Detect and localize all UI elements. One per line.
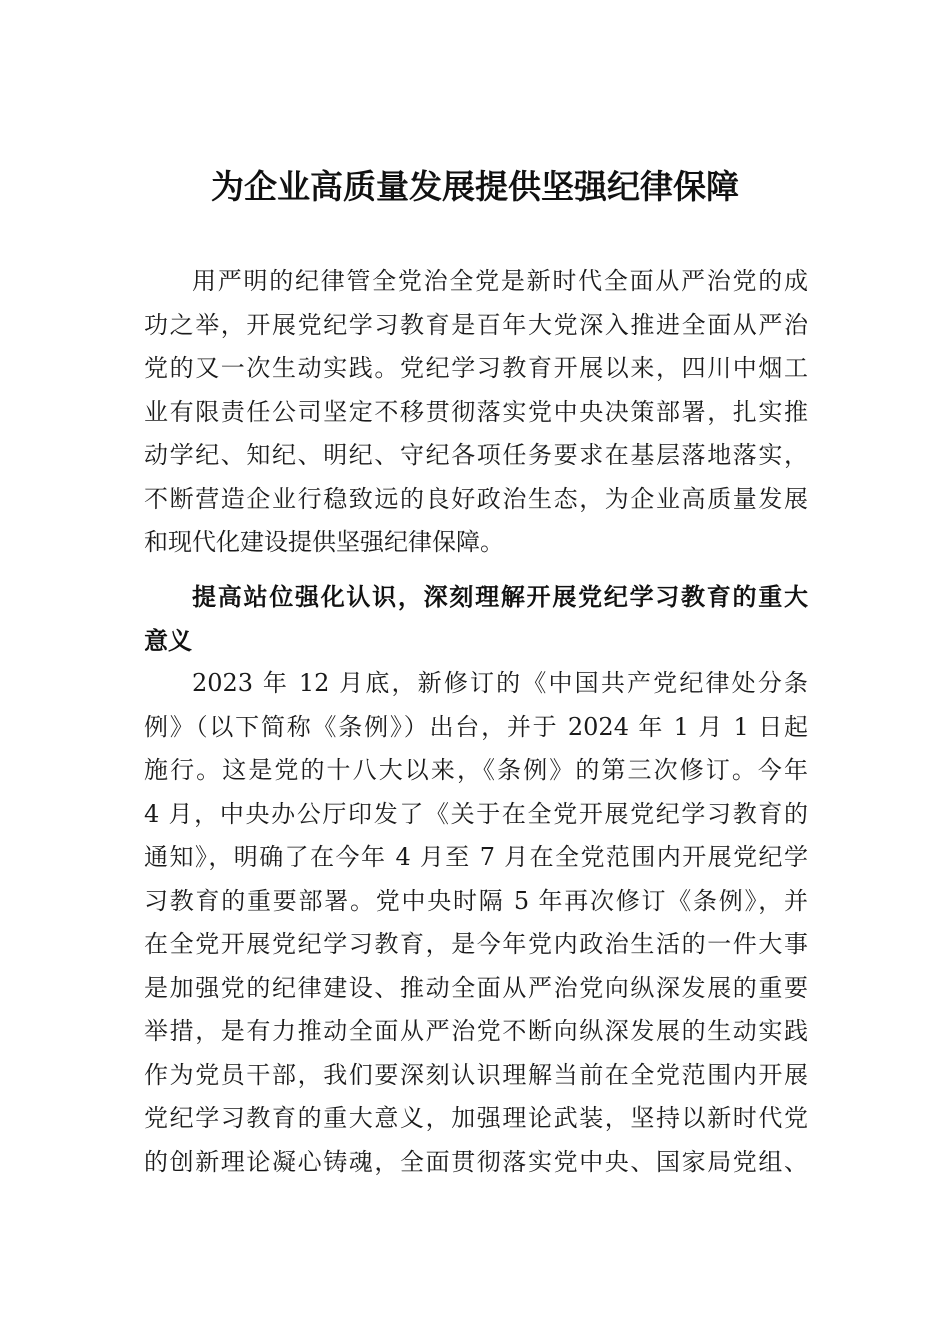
paragraph-line: 不断营造企业行稳致远的良好政治生态，为企业高质量发展: [144, 484, 808, 513]
paragraph-line: 例》（以下简称《条例》）出台，并于 2024 年 1 月 1 日起: [144, 712, 808, 741]
paragraph-line: 动学纪、知纪、明纪、守纪各项任务要求在基层落地落实，: [144, 441, 808, 469]
paragraph-line: 党的又一次生动实践。党纪学习教育开展以来，四川中烟工: [144, 354, 808, 382]
paragraph-line: 2023 年 12 月底，新修订的《中国共产党纪律处分条: [192, 669, 808, 697]
paragraph-line: 用严明的纪律管全党治全党是新时代全面从严治党的成: [192, 267, 808, 295]
paragraph-line: 业有限责任公司坚定不移贯彻落实党中央决策部署，扎实推: [144, 397, 808, 426]
paragraph-line: 举措，是有力推动全面从严治党不断向纵深发展的生动实践: [144, 1017, 808, 1045]
paragraph-intro: [144, 260, 808, 565]
document-title: 为企业高质量发展提供坚强纪律保障: [211, 167, 739, 206]
heading-line: 提高站位强化认识，深刻理解开展党纪学习教育的重大: [192, 583, 808, 611]
paragraph-line: 和现代化建设提供坚强纪律保障。: [144, 528, 504, 556]
heading-line: 意义: [144, 626, 192, 655]
paragraph-line: 习教育的重要部署。党中央时隔 5 年再次修订《条例》，并: [144, 886, 808, 915]
paragraph-line: 功之举，开展党纪学习教育是百年大党深入推进全面从严治: [144, 310, 808, 339]
paragraph-line: 是加强党的纪律建设、推动全面从严治党向纵深发展的重要: [144, 973, 808, 1002]
paragraph-line: 的创新理论凝心铸魂，全面贯彻落实党中央、国家局党组、: [144, 1147, 808, 1176]
paragraph-line: 施行。这是党的十八大以来，《条例》的第三次修订。今年: [144, 756, 808, 784]
paragraph-line: 作为党员干部，我们要深刻认识理解当前在全党范围内开展: [144, 1060, 808, 1089]
paragraph-section1: [144, 662, 808, 1184]
paragraph-line: 通知》，明确了在今年 4 月至 7 月在全党范围内开展党纪学: [144, 843, 808, 871]
paragraph-line: 4 月，中央办公厅印发了《关于在全党开展党纪学习教育的: [144, 799, 808, 828]
paragraph-line: 在全党开展党纪学习教育，是今年党内政治生活的一件大事: [144, 930, 808, 958]
section-heading: [144, 576, 808, 663]
paragraph-line: 党纪学习教育的重大意义，加强理论武装，坚持以新时代党: [144, 1104, 808, 1132]
